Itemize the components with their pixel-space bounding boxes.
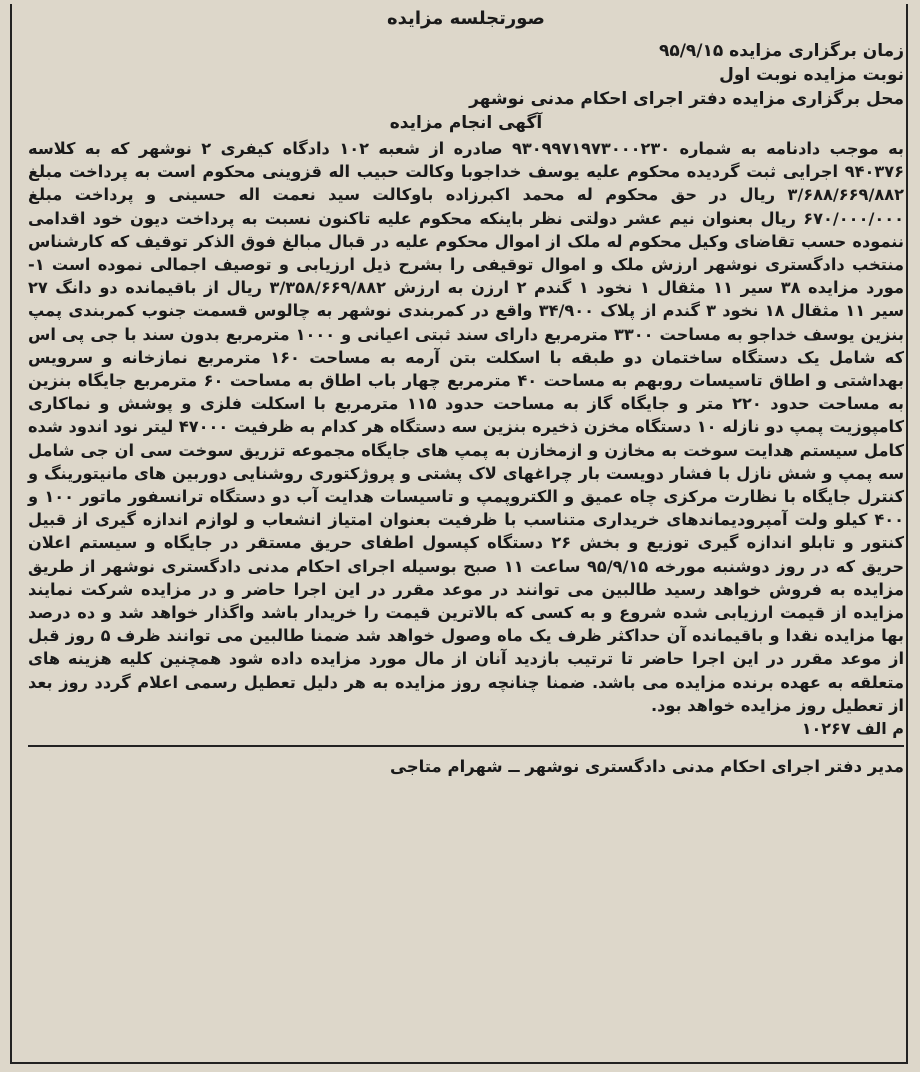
auction-date-line: زمان برگزاری مزایده ۹۵/۹/۱۵	[658, 41, 904, 61]
auction-place-line: محل برگزاری مزایده دفتر اجرای احکام مدنی نوشهر	[469, 89, 904, 109]
notice-title: صورتجلسه مزایده	[387, 8, 545, 29]
reference-number: م الف ۱۰۲۶۷	[801, 719, 904, 739]
auction-notice	[28, 8, 904, 779]
signature-line: مدیر دفتر اجرای احکام مدنی دادگستری نوشهر ــ شهرام متاجی	[390, 757, 904, 777]
notice-body: به موجب دادنامه به شماره ۹۳۰۹۹۷۱۹۷۳۰۰۰۲۳۰ صادره از شعبه ۱۰۲ دادگاه کیفری ۲ نوشهر که به کلاسه ۹۴۰۳۷۶ اجرایی ثبت گردیده محکوم علیه یوسف خداجوبا وکالت حبیب اله قزوینی محکوم است به پرداخت مبلغ ۳/۶۸۸/۶۶۹/۸۸۲ ریال در حق محکوم له محمد اکبرزاده باوکالت سید نعمت اله حسینی و پرداخت مبلغ ۶۷۰/۰۰۰/۰۰۰ ریال بعنوان نیم عشر دولتی نظر باینکه محکوم علیه تاکنون نسبت به پرداخت دیون خود اقدامی ننموده حسب تقاضای وکیل محکوم له ملک از اموال محکوم علیه در قبال مبالغ فوق الذکر توقیف که کارشناس منتخب دادگستری نوشهر ارزش ملک و اموال توقیفی را بشرح ذیل ارزیابی و توصیف اجمالی نموده است ۱- مورد مزایده ۳۸ سیر ۱۱ مثقال ۱ نخود ۱ گندم ۲ ارزن به ارزش ۳/۳۵۸/۶۶۹/۸۸۲ ریال از باقیمانده دو دانگ ۲۷ سیر ۱۱ مثقال ۱۸ نخود ۳ گندم از پلاک ۳۴/۹۰۰ واقع در کمربندی نوشهر به چالوس قسمت جنوب کمربندی پمپ بنزین یوسف خداجو به مساحت ۳۳۰۰ مترمربع دارای سند ثبتی اعیانی و ۱۰۰۰ مترمربع بدون سند با جی پی اس که شامل یک دستگاه ساختمان دو طبقه با اسکلت بتن آرمه به مساحت ۱۶۰ مترمربع نمازخانه و سرویس بهداشتی و اطاق تاسیسات روبهم به مساحت ۴۰ مترمربع چهار باب اطاق به مساحت ۶۰ مترمربع جایگاه بنزین به مساحت حدود ۲۲۰ متر و جایگاه گاز به مساحت حدود ۱۱۵ مترمربع با اسکلت فلزی و پوشش و نماکاری کامپوزیت پمپ دو نازله ۱۰ دستگاه مخزن ذخیره بنزین سه دستگاه هر کدام به ظرفیت ۴۷۰۰۰ لیتر نود اندود شده کامل سیستم هدایت سوخت به مخازن و ازمخازن به پمپ های جایگاه مجموعه تزریق سوخت سی ان جی شامل سه پمپ و شش نازل با فشار دویست بار چراغهای لاک پشتی و پروژکتوری روشنایی دوربین های مانیتورینگ و کنترل جایگاه با نظارت مرکزی چاه عمیق و الکتروپمپ و تاسیسات هدایت آب دو دستگاه ترانسفور ماتور ۱۰۰ و ۴۰۰ کیلو ولت آمپرودیماندهای خریداری متناسب با ظرفیت بعنوان امتیاز انشعاب و لوازم اندازه گیری از قبیل کنتور و تابلو اندازه گیری توزیع و بخش ۲۶ دستگاه کپسول اطفای حریق مستقر در جایگاه و سیستم اعلان حریق که در روز دوشنبه مورخه ۹۵/۹/۱۵ ساعت ۱۱ صبح بوسیله اجرای احکام مدنی دادگستری نوشهر از طریق مزایده به فروش خواهد رسید طالبین می توانند در موعد مقرر در این اجرا حاضر و در مزایده شرکت نمایند مزایده از قیمت ارزیابی شده شروع و به کسی که بالاترین قیمت را خریدار باشد واگذار خواهد شد و ده درصد بها مزایده نقدا و باقیمانده آن حداکثر ظرف یک ماه وصول خواهد شد ضمنا طالبین می توانند ظرف ۵ روز قبل از موعد مقرر در این اجرا حاضر تا ترتیب بازدید آنان از مال مورد مزایده داده شود همچنین کلیه هزینه های متعلقه به عهده برنده مزایده می باشد. ضمنا چنانچه روز مزایده به هر دلیل تعطیل رسمی اعلام گردد روز بعد از تعطیل روز مزایده خواهد بود.	[28, 139, 905, 715]
signature-divider	[28, 745, 904, 747]
notice-subtitle: آگهی انجام مزایده	[389, 113, 543, 133]
auction-turn-line: نوبت مزایده نوبت اول	[719, 65, 904, 85]
